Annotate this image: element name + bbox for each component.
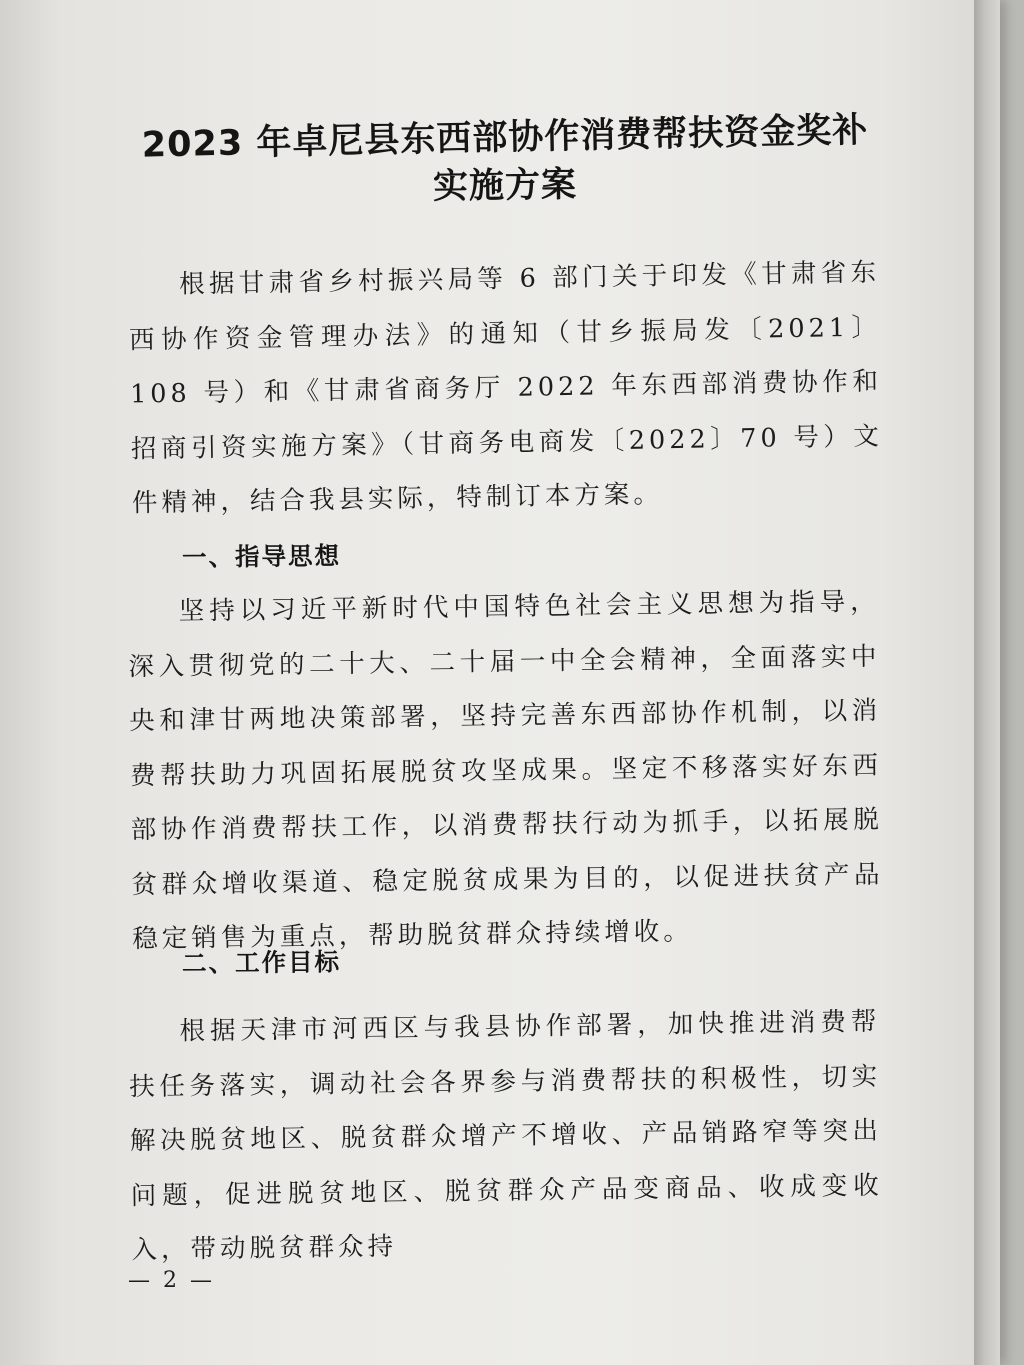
page-stack-edge	[974, 0, 1000, 1365]
page-number: — 2 —	[128, 1268, 215, 1293]
document-title-line-2: 实施方案	[432, 164, 578, 208]
section-heading-guiding-ideology: 一、指导思想	[181, 541, 342, 572]
guiding-ideology-paragraph: 坚持以习近平新时代中国特色社会主义思想为指导，深入贯彻党的二十大、二十届一中全会精神，全面落实中央和津甘两地决策部署，坚持完善东西部协作机制，以消费帮扶助力巩固拓展脱贫攻坚成果。坚定不移落实好东西部协作消费帮扶工作，以消费帮扶行动为抓手，以拓展脱贫群众增收渠道、稳定脱贫成果为目的，以促进扶贫产品稳定销售为重点，帮助脱贫群众持续增收。	[128, 586, 884, 955]
intro-paragraph: 根据甘肃省乡村振兴局等 6 部门关于印发《甘肃省东西协作资金管理办法》的通知（甘乡振局发〔2021〕108 号）和《甘肃省商务厅 2022 年东西部消费协作和招商引资实施方案》（甘商务电商发〔2022〕70 号）文件精神，结合我县实际，特制订本方案。	[128, 257, 884, 519]
section-heading-work-goals: 二、工作目标	[181, 947, 342, 978]
document-title-line-1: 2023 年卓尼县东西部协作消费帮扶资金奖补	[141, 110, 869, 166]
work-goals-paragraph: 根据天津市河西区与我县协作部署，加快推进消费帮扶任务落实，调动社会各界参与消费帮扶的积极性，切实解决脱贫地区、脱贫群众增产不增收、产品销路窄等突出问题，促进脱贫地区、脱贫群众产品变商品、收成变收入，带动脱贫群众持	[129, 1006, 883, 1266]
